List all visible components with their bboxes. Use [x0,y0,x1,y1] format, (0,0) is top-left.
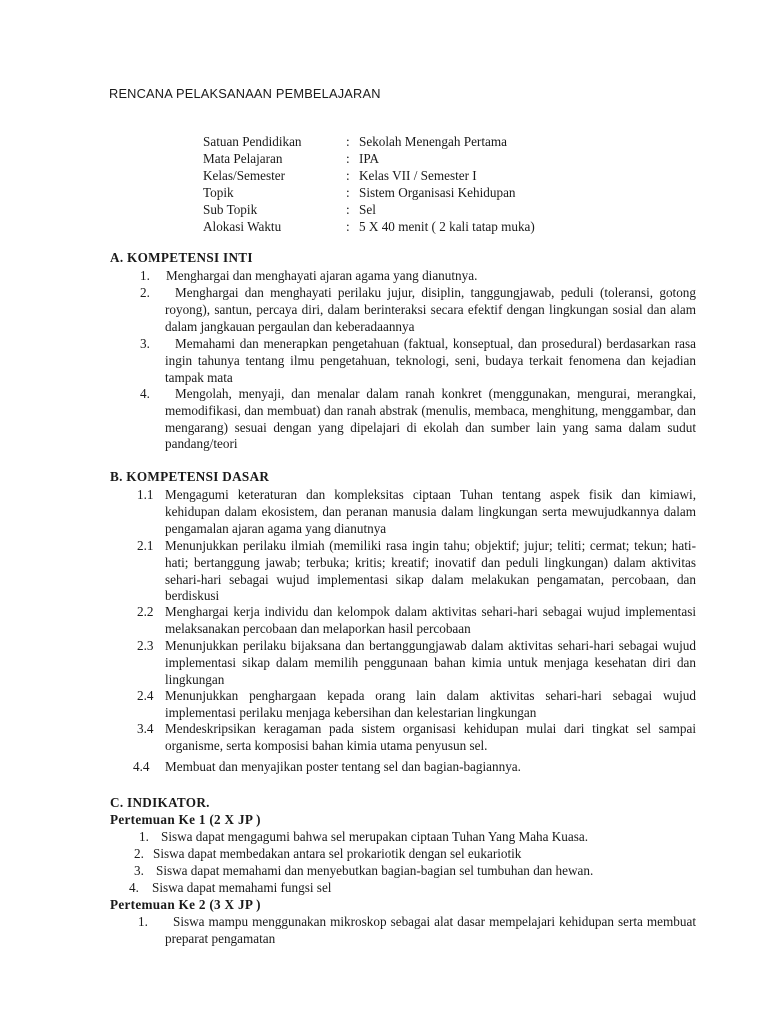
item-text: Siswa dapat membedakan antara sel prokariotik dengan sel eukariotik [153,846,522,861]
item-text: Siswa mampu menggunakan mikroskop sebagai alat dasar mempelajari kehidupan serta membuat preparat pengamatan [165,914,696,946]
section-heading-kompetensi-inti: A. KOMPETENSI INTI [110,250,253,265]
list-item [137,487,696,537]
info-colon: : [346,134,350,149]
info-value: Sistem Organisasi Kehidupan [359,185,516,200]
item-text: Mengagumi keteraturan dan kompleksitas ciptaan Tuhan tentang aspek fisik dan kimiawi, kehidupan dalam ekosistem, dan peranan manusia dalam lingkungan serta mewujudkannya dalam pengamalan ajaran agama yang dianutnya [165,487,696,536]
item-number: 1.1 [137,487,154,502]
item-number: 3.4 [137,721,154,736]
info-colon: : [346,185,350,200]
item-text: Menunjukkan penghargaan kepada orang lain dalam aktivitas sehari-hari sebagai wujud implementasi perilaku menjaga kebersihan dan kelestarian lingkungan [165,688,696,720]
item-number: 2. [134,846,144,861]
item-number: 2.4 [137,688,154,703]
info-label: Kelas/Semester [203,168,286,183]
item-number: 3. [134,863,144,878]
item-text: Menghargai dan menghayati perilaku jujur, disiplin, tanggungjawab, peduli (toleransi, gotong royong), santun, percaya diri, dalam berinteraksi secara efektif dengan lingkungan sosial dan alam dalam jangkauan pergaulan dan keberadaannya [165,285,696,334]
item-text: Siswa dapat memahami fungsi sel [152,880,332,895]
info-colon: : [346,219,350,234]
item-number: 1. [138,914,148,929]
info-value: Kelas VII / Semester I [359,168,477,183]
item-text: Mendeskripsikan keragaman pada sistem organisasi kehidupan mulai dari tingkat sel sampai organisme, serta komposisi bahan kimia utama penyusun sel. [165,721,696,753]
info-label: Sub Topik [203,202,258,217]
info-colon: : [346,202,350,217]
list-item [140,336,696,386]
info-colon: : [346,151,350,166]
item-number: 4. [140,386,150,401]
section-heading-indikator: C. INDIKATOR. [110,795,210,810]
item-text: Menunjukkan perilaku ilmiah (memiliki rasa ingin tahu; objektif; jujur; teliti; cermat; tekun; hati-hati; bertanggung jawab; terbuka; kritis; kreatif; inovatif dan peduli lingkungan) dalam aktivitas sehari-hari sebagai wujud implementasi sikap dalam melakukan pengamatan, percobaan, dan berdiskusi [165,538,696,604]
info-colon: : [346,168,350,183]
item-text: Menghargai dan menghayati ajaran agama yang dianutnya. [166,268,478,283]
item-text: Siswa dapat memahami dan menyebutkan bagian-bagian sel tumbuhan dan hewan. [156,863,594,878]
item-number: 2.3 [137,638,154,653]
info-label: Topik [203,185,234,200]
meeting-title-1: Pertemuan Ke 1 (2 X JP ) [110,812,261,827]
list-item [137,638,696,688]
list-item [140,285,696,335]
item-text: Mengolah, menyaji, dan menalar dalam ranah konkret (menggunakan, mengurai, merangkai, memodifikasi, dan membuat) dan ranah abstrak (menulis, membaca, menghitung, menggambar, dan mengarang) sesuai dengan yang dipelajari di ekolah dan sumber lain yang sama dalam sudut pandang/teori [165,386,696,452]
info-label: Alokasi Waktu [203,219,282,234]
item-text: Siswa dapat mengagumi bahwa sel merupakan ciptaan Tuhan Yang Maha Kuasa. [161,829,589,844]
list-item [137,721,696,755]
item-text: Menghargai kerja individu dan kelompok dalam aktivitas sehari-hari sebagai wujud implementasi melaksanakan percobaan dan melaporkan hasil percobaan [165,604,696,636]
list-item [140,386,696,453]
info-value: 5 X 40 menit ( 2 kali tatap muka) [359,219,535,234]
list-item [138,914,696,948]
item-number: 1. [140,268,150,283]
item-text: Memahami dan menerapkan pengetahuan (faktual, konseptual, dan prosedural) berdasarkan rasa ingin tahunya tentang ilmu pengetahuan, teknologi, seni, budaya terkait fenomena dan kejadian tampak mata [165,336,696,385]
info-label: Satuan Pendidikan [203,134,302,149]
item-number: 2.1 [137,538,154,553]
item-number: 3. [140,336,150,351]
info-value: Sel [359,202,376,217]
item-text: Membuat dan menyajikan poster tentang sel dan bagian-bagiannya. [165,759,521,774]
item-number: 4. [129,880,139,895]
info-value: IPA [359,151,380,166]
item-number: 2. [140,285,150,300]
item-number: 1. [139,829,149,844]
item-number: 4.4 [133,759,150,774]
list-item [137,688,696,722]
list-item [137,538,696,605]
document-title: RENCANA PELAKSANAAN PEMBELAJARAN [109,86,381,101]
meeting-title-2: Pertemuan Ke 2 (3 X JP ) [110,897,261,912]
info-label: Mata Pelajaran [203,151,283,166]
info-value: Sekolah Menengah Pertama [359,134,507,149]
section-heading-kompetensi-dasar: B. KOMPETENSI DASAR [110,469,270,484]
item-number: 2.2 [137,604,154,619]
list-item [137,604,696,638]
item-text: Menunjukkan perilaku bijaksana dan bertanggungjawab dalam aktivitas sehari-hari sebagai wujud implementasi sikap dalam memilih penggunaan bahan kimia untuk menjaga kesehatan diri dan lingkungan [165,638,696,687]
